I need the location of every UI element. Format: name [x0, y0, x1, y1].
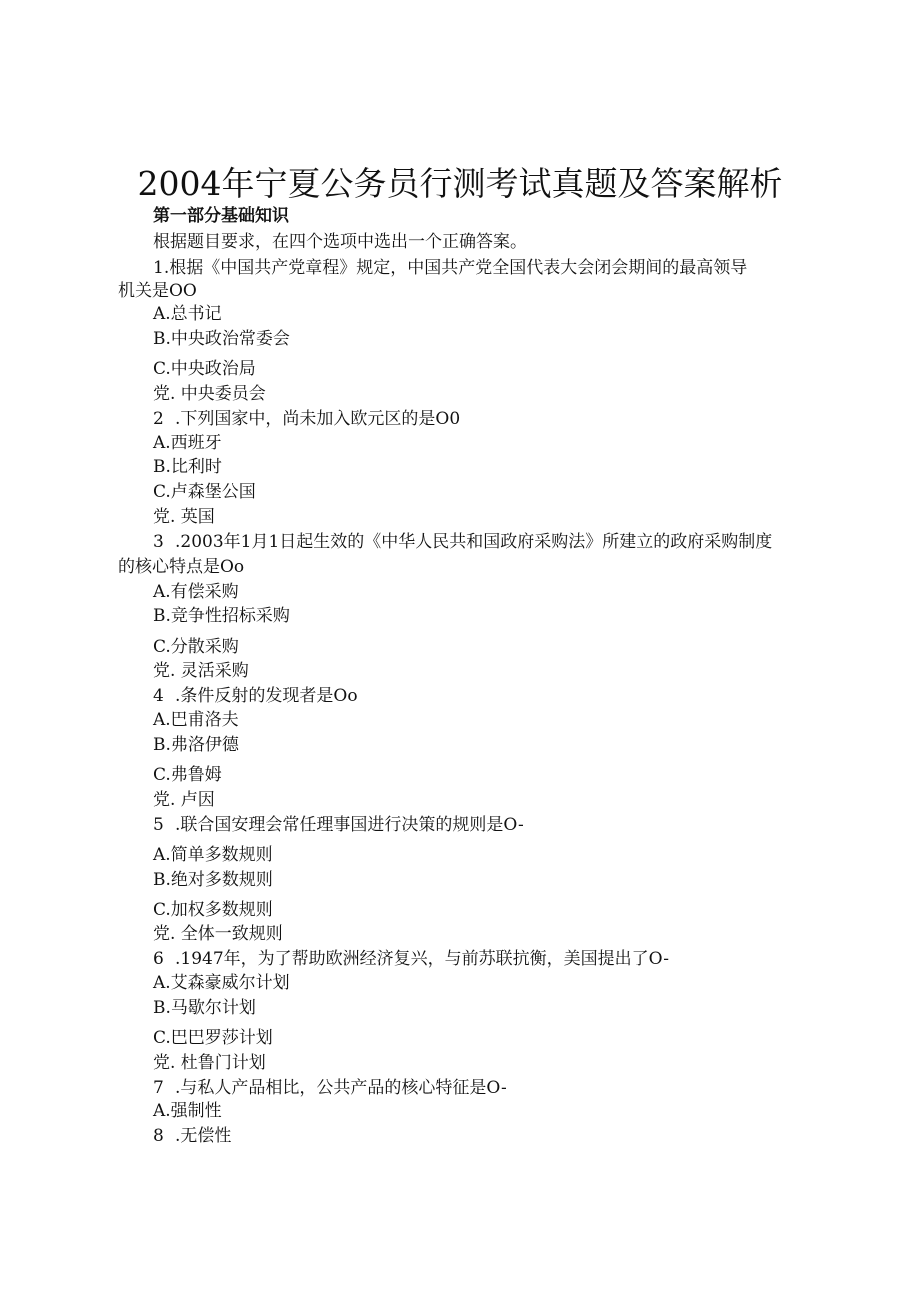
question-stem: .条件反射的发现者是Oo: [175, 686, 358, 706]
question-5-option-a: A.简单多数规则: [153, 845, 273, 865]
question-4-option-c: C.弗鲁姆: [153, 765, 222, 785]
question-7-text: [153, 1076, 507, 1100]
question-number: 8: [153, 1126, 164, 1146]
question-5-option-b: B.绝对多数规则: [153, 870, 273, 890]
question-7-option-a: A.强制性: [153, 1101, 222, 1121]
question-stem: .下列国家中，尚未加入欧元区的是O0: [175, 409, 461, 429]
question-1-option-c: C.中央政治局: [153, 359, 256, 379]
question-number: 2: [153, 409, 164, 429]
question-3-option-b: B.竞争性招标采购: [153, 606, 290, 626]
question-5-option-c: C.加权多数规则: [153, 900, 273, 920]
question-4-option-d: 党. 卢因: [153, 790, 215, 810]
question-3-text-cont: 的核心特点是Oo: [118, 557, 245, 577]
question-stem: .2003年1月1日起生效的《中华人民共和国政府采购法》所建立的政府采购制度: [175, 532, 773, 552]
question-3-text: [153, 530, 772, 554]
question-5-option-d: 党. 全体一致规则: [153, 924, 283, 944]
question-2-option-a: A.西班牙: [153, 433, 222, 453]
question-number: 4: [153, 686, 164, 706]
document-title: 2004年宁夏公务员行测考试真题及答案解析: [137, 164, 783, 203]
question-number: 6: [153, 949, 164, 969]
question-2-text: [153, 407, 460, 431]
question-2-option-c: C.卢森堡公国: [153, 482, 256, 502]
question-4-text: [153, 684, 358, 708]
question-1-option-d: 党. 中央委员会: [153, 384, 266, 404]
instruction-text: 根据题目要求，在四个选项中选出一个正确答案。: [153, 232, 527, 252]
question-8-text: [153, 1124, 231, 1148]
question-1-text: 1.根据《中国共产党章程》规定，中国共产党全国代表大会闭会期间的最高领导: [153, 258, 748, 278]
question-stem: .与私人产品相比，公共产品的核心特征是O-: [175, 1078, 507, 1098]
question-2-option-d: 党. 英国: [153, 507, 215, 527]
question-1-text-cont: 机关是OO: [118, 281, 197, 301]
question-4-option-b: B.弗洛伊德: [153, 735, 239, 755]
question-6-option-b: B.马歇尔计划: [153, 998, 256, 1018]
question-6-option-c: C.巴巴罗莎计划: [153, 1028, 273, 1048]
question-number: 3: [153, 532, 164, 552]
question-number: 5: [153, 815, 164, 835]
question-2-option-b: B.比利时: [153, 457, 222, 477]
question-number: 7: [153, 1078, 164, 1098]
question-6-option-a: A.艾森豪威尔计划: [153, 973, 290, 993]
question-3-option-c: C.分散采购: [153, 637, 239, 657]
question-6-text: [153, 947, 669, 971]
question-stem: .无偿性: [175, 1126, 232, 1146]
question-3-option-d: 党. 灵活采购: [153, 661, 249, 681]
question-stem: .联合国安理会常任理事国进行决策的规则是O-: [175, 815, 524, 835]
question-4-option-a: A.巴甫洛夫: [153, 710, 239, 730]
section-heading: 第一部分基础知识: [153, 206, 289, 226]
question-6-option-d: 党. 杜鲁门计划: [153, 1053, 266, 1073]
question-5-text: [153, 813, 524, 837]
question-3-option-a: A.有偿采购: [153, 582, 239, 602]
question-1-option-b: B.中央政治常委会: [153, 329, 290, 349]
question-1-option-a: A.总书记: [153, 304, 222, 324]
question-stem: .1947年，为了帮助欧洲经济复兴，与前苏联抗衡，美国提出了O-: [175, 949, 669, 969]
